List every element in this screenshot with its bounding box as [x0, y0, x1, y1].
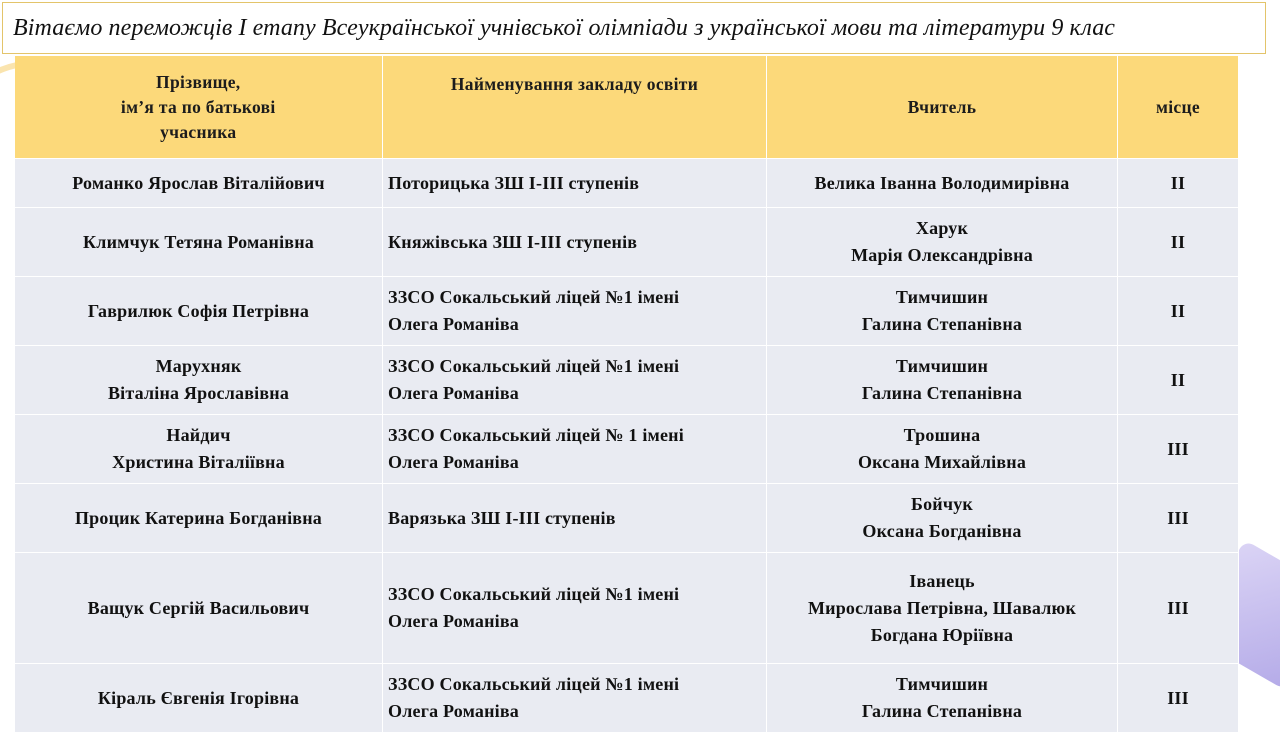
- teacher-name-cell-line: Харук: [915, 218, 969, 238]
- participant-name-cell: [15, 346, 383, 415]
- teacher-name-cell-line: Велика Іванна Володимирівна: [814, 172, 1070, 193]
- teacher-name-cell: [767, 277, 1118, 346]
- teacher-name-cell: [767, 664, 1118, 733]
- school-name-cell: [383, 484, 767, 553]
- school-name-cell: [383, 415, 767, 484]
- teacher-name-cell-line: Марія Олександрівна: [851, 245, 1033, 265]
- winners-table: [14, 56, 1239, 733]
- table-row: [15, 346, 1239, 415]
- participant-name-cell: [15, 159, 383, 208]
- participant-name-cell: [15, 208, 383, 277]
- school-name-cell: [383, 346, 767, 415]
- participant-name-cell: [15, 415, 383, 484]
- table-header-row: [15, 56, 1239, 159]
- header-school: Найменування закладу освіти: [383, 56, 767, 159]
- school-name-cell: [383, 159, 767, 208]
- school-name-cell: [383, 553, 767, 664]
- teacher-name-cell-line: Тимчишин: [895, 356, 989, 376]
- school-name-cell: [383, 208, 767, 277]
- school-name-cell-line: ЗЗСО Сокальський ліцей №1 імені: [388, 356, 680, 376]
- school-name-cell-line: Олега Романіва: [388, 611, 519, 631]
- table-row: [15, 277, 1239, 346]
- school-name-cell: [383, 277, 767, 346]
- teacher-name-cell-line: Іванець: [909, 570, 975, 591]
- teacher-name-cell: [767, 208, 1118, 277]
- school-name-cell-line: Поторицька ЗШ І-ІІІ ступенів: [388, 172, 640, 193]
- participant-name-cell-line: Христина Віталіївна: [112, 452, 285, 472]
- teacher-name-cell-line: Мирослава Петрівна, Шавалюк: [807, 597, 1077, 618]
- place-cell: ІІ: [1118, 277, 1239, 346]
- participant-name-cell-line: Віталіна Ярославівна: [107, 383, 290, 403]
- teacher-name-cell-line: Богдана Юріївна: [870, 624, 1014, 645]
- place-cell: ІІІ: [1118, 415, 1239, 484]
- school-name-cell: [383, 664, 767, 733]
- participant-name-cell-line: Найдич: [166, 425, 231, 445]
- header-name: [15, 56, 383, 159]
- school-name-cell-line: Олега Романіва: [388, 383, 519, 403]
- table-row: [15, 208, 1239, 277]
- participant-name-cell-line: Гаврилюк Софія Петрівна: [87, 300, 310, 321]
- teacher-name-cell-line: Бойчук: [911, 494, 973, 514]
- participant-name-cell-line: Процик Катерина Богданівна: [74, 507, 322, 528]
- table-row: [15, 415, 1239, 484]
- school-name-cell-line: Олега Романіва: [388, 701, 519, 721]
- header-teacher: Вчитель: [767, 56, 1118, 159]
- place-cell: ІІІ: [1118, 553, 1239, 664]
- teacher-name-cell: [767, 553, 1118, 664]
- teacher-name-cell-line: Тимчишин: [895, 287, 989, 307]
- school-name-cell-line: Олега Романіва: [388, 452, 519, 472]
- participant-name-cell: [15, 664, 383, 733]
- teacher-name-cell-line: Тимчишин: [895, 674, 989, 694]
- table-row: [15, 484, 1239, 553]
- teacher-name-cell-line: Галина Степанівна: [861, 701, 1023, 721]
- teacher-name-cell-line: Галина Степанівна: [861, 383, 1023, 403]
- teacher-name-cell: [767, 346, 1118, 415]
- school-name-cell-line: ЗЗСО Сокальський ліцей №1 імені: [388, 674, 680, 694]
- participant-name-cell-line: Ващук Сергій Васильович: [87, 597, 310, 618]
- place-cell: ІІ: [1118, 208, 1239, 277]
- teacher-name-cell: [767, 415, 1118, 484]
- teacher-name-cell: [767, 484, 1118, 553]
- participant-name-cell: [15, 484, 383, 553]
- title-banner: [2, 2, 1266, 54]
- header-name-line: Прізвище,: [156, 71, 241, 92]
- participant-name-cell-line: Марухняк: [155, 356, 242, 376]
- school-name-cell-line: Варязька ЗШ І-ІІІ ступенів: [388, 507, 616, 528]
- school-name-cell-line: ЗЗСО Сокальський ліцей №1 імені: [388, 584, 680, 604]
- page-title: Вітаємо переможців І етапу Всеукраїнської учнівської олімпіади з української мови та літератури 9 клас: [13, 14, 1116, 41]
- header-place: місце: [1118, 56, 1239, 159]
- teacher-name-cell: [767, 159, 1118, 208]
- place-cell: ІІ: [1118, 159, 1239, 208]
- teacher-name-cell-line: Оксана Михайлівна: [857, 452, 1027, 472]
- table-row: [15, 553, 1239, 664]
- table-row: [15, 159, 1239, 208]
- teacher-name-cell-line: Трошина: [903, 425, 981, 445]
- place-cell: ІІ: [1118, 346, 1239, 415]
- header-name-line: ім’я та по батькові: [120, 96, 276, 117]
- school-name-cell-line: ЗЗСО Сокальський ліцей № 1 імені: [388, 425, 684, 445]
- header-name-line: учасника: [160, 121, 237, 142]
- school-name-cell-line: ЗЗСО Сокальський ліцей №1 імені: [388, 287, 680, 307]
- table-row: [15, 664, 1239, 733]
- school-name-cell-line: Олега Романіва: [388, 314, 519, 334]
- participant-name-cell: [15, 277, 383, 346]
- teacher-name-cell-line: Галина Степанівна: [861, 314, 1023, 334]
- place-cell: ІІІ: [1118, 484, 1239, 553]
- teacher-name-cell-line: Оксана Богданівна: [862, 521, 1022, 541]
- participant-name-cell: [15, 553, 383, 664]
- school-name-cell-line: Княжівська ЗШ І-ІІІ ступенів: [388, 231, 638, 252]
- participant-name-cell-line: Романко Ярослав Віталійович: [72, 172, 325, 193]
- place-cell: ІІІ: [1118, 664, 1239, 733]
- participant-name-cell-line: Климчук Тетяна Романівна: [83, 231, 314, 252]
- participant-name-cell-line: Кіраль Євгенія Ігорівна: [97, 687, 300, 708]
